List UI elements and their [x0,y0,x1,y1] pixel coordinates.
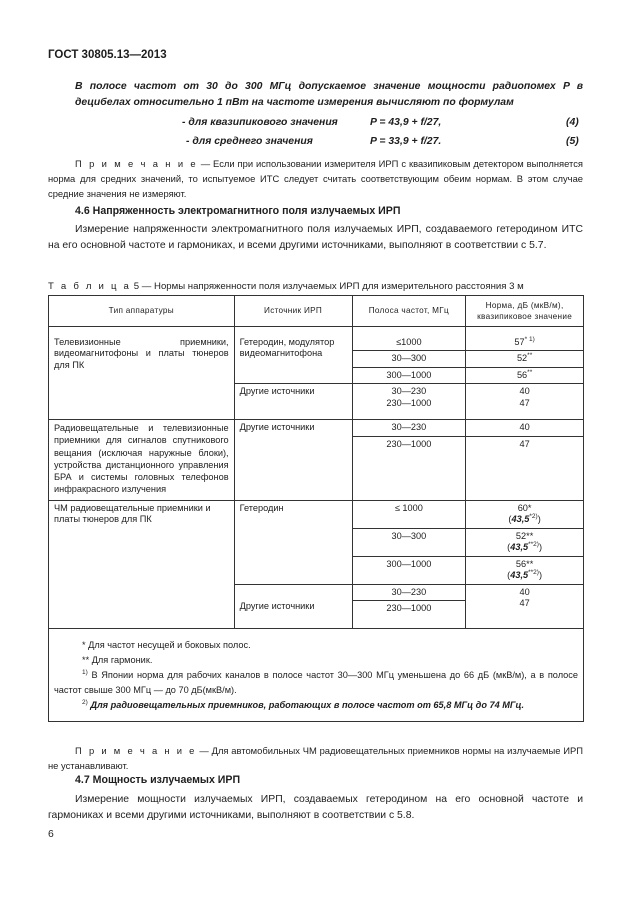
g3-r4-norm [466,584,584,629]
g3-r4-norm-2: 47 [519,598,530,608]
footnote-3 [54,668,578,698]
footnote-4 [54,698,578,713]
table-footnotes [49,629,584,722]
note-2-label: П р и м е ч а н и е [75,745,197,756]
document-header: ГОСТ 30805.13—2013 [48,49,167,61]
g1-r4-band [352,384,466,420]
g1-r1-norm [466,335,584,351]
g1-type: Телевизионные приемники, видеомагнитофоны и платы тюнеров для ПК [49,335,235,420]
g3-r1-norm: 60* (43,5$^{*2)}$) [466,500,584,528]
formula1-number: (4) [566,117,579,128]
section-4-7-text: Измерение мощности излучаемых ИРП, создаваемых гетеродином на его основной частоте и гармониках и всеми другими источниками, выполняют в соответствии с 5.8. [48,794,583,821]
section-4-6-title: 4.6 Напряженность электромагнитного поля излучаемых ИРП [75,205,401,217]
formula2-label: - для среднего значения [186,136,313,147]
g3-r4-band-2: 230—1000 [352,601,466,629]
footnote-4-mark: 2) [82,698,88,706]
section-4-6-text: Измерение напряженности электромагнитного поля излучаемых ИРП, создаваемого гетеродином ИТС на его основной частоте и гармониках, и всеми другими источниками, выполняют в соответствии с 5.7. [48,224,583,251]
g1-r3-norm-value: 56 [516,369,528,380]
table-row [49,500,584,528]
col-header-norm [466,296,584,327]
g3-r2-band: 30—300 [352,528,466,556]
col-header-type: Тип аппаратуры [49,296,235,327]
footnote-3-mark: 1) [82,668,88,676]
g3-r1-norm-value: 60* [517,502,532,513]
section-4-7-title: 4.7 Мощность излучаемых ИРП [75,774,241,786]
col-header-norm-line1: Норма, дБ (мкВ/м), [485,300,564,310]
footnote-2: ** Для гармоник. [82,655,153,665]
formula1-label: - для квазипикового значения [182,117,338,128]
g3-r3-norm: 56** (43,5$^{**2)}$) [466,556,584,584]
g2-r2-norm: 47 [466,436,584,500]
table-row [49,335,584,351]
g3-r4-band-1: 30—230 [352,584,466,601]
table-caption [48,281,524,292]
g1-r4-norm [466,384,584,420]
note-2-text: — Для автомобильных ЧМ радиовещательных приемников нормы на излучаемые ИРП не устанавливают. [48,745,583,771]
g1-source-2: Другие источники [234,384,352,420]
footnote-1: * Для частот несущей и боковых полос. [82,640,251,650]
g3-r3-norm-alt: 43,5 [510,570,529,580]
footnote-3-text: В Японии норма для рабочих каналов в полосе частот 30—300 МГц уменьшена до 66 дБ (мкВ/м), а в полосе частот свыше 300 МГц — до 70 дБ(мкВ/м). [54,670,578,695]
note-1-text: — Если при использовании измерителя ИРП с квазипиковым детектором выполняется норма для средних значений, то испытуемое ИТС следует считать соответствующим обеим нормам. В этом случае средние значения не измеряют. [48,158,583,199]
g1-r2-band: 30—300 [352,351,466,368]
intro-text: В полосе частот от 30 до 300 МГц допускаемое значение мощности радиопомех P в децибелах относительно 1 пВт на частоте измерения вычисляют по формулам [75,81,583,108]
g3-r2-norm-alt: 43,5 [510,542,529,552]
formula1-expr: P = 43,9 + f/27, [370,117,442,128]
g3-r2-norm-alt-sup: **2) [528,540,539,548]
col-header-source: Источник ИРП [234,296,352,327]
note-1 [48,156,583,201]
g1-source-1: Гетеродин, модулятор видеомагнитофона [234,335,352,384]
page-number: 6 [48,829,54,840]
g3-r3-norm-value: 56** [515,558,534,569]
g1-r3-band: 300—1000 [352,367,466,384]
g1-r4-band-1: 30—230 [391,386,427,396]
formula2-number: (5) [566,136,579,147]
g2-r1-band: 30—230 [352,420,466,437]
g2-r2-band: 230—1000 [352,436,466,500]
table-caption-label: Т а б л и ц а [48,281,132,292]
note-2 [48,743,583,773]
intro-paragraph [75,79,583,111]
spacer [49,327,235,335]
g1-r4-band-2: 230—1000 [386,397,432,408]
g3-type: ЧМ радиовещательные приемники и платы тюнеров для ПК [49,500,235,629]
g1-r1-norm-sup: * 1) [524,335,535,343]
g1-r1-norm-value: 57 [514,336,525,347]
g3-r2-norm-value: 52** [515,530,534,541]
g3-r2-norm: 52** (43,5$^{**2)}$) [466,528,584,556]
g3-source-1: Гетеродин [234,500,352,584]
g2-type: Радиовещательные и телевизионные приемники для сигналов спутникового вещания (исключая наружные блоки), устройства дистанционного управления БРА и системы головных телефонов инфракрасного излучения [49,420,235,501]
col-header-norm-line2: квазипиковое значение [477,312,573,321]
g1-r2-norm-value: 52 [516,353,528,363]
table-footnotes-row [49,629,584,722]
footnote-4-text: Для радиовещательных приемников, работающих в полосе частот от 65,8 МГц до 74 МГц. [87,700,525,710]
g1-r4-norm-1: 40 [519,386,530,396]
g1-r1-band: ≤1000 [352,335,466,351]
g3-source-2: Другие источники [234,584,352,629]
col-header-band: Полоса частот, МГц [352,296,466,327]
g1-r3-norm [466,367,584,384]
formula2-expr: P = 33,9 + f/27. [370,136,442,147]
table-caption-text: 5 — Нормы напряженности поля излучаемых ИРП для измерительного расстояния 3 м [133,281,524,292]
table-row [49,420,584,437]
g3-r3-band: 300—1000 [352,556,466,584]
norms-table [48,295,584,722]
g1-r2-norm [466,351,584,368]
g2-r1-norm: 40 [466,420,584,437]
g3-r1-norm-alt: 43,5 [511,514,530,524]
g3-r4-norm-1: 40 [519,586,530,597]
g1-r4-norm-2: 47 [519,397,530,408]
g1-r3-norm-sup: ** [527,368,533,376]
g3-r3-norm-alt-sup: **2) [528,568,539,576]
g2-source: Другие источники [234,420,352,501]
note-1-label: П р и м е ч а н и е [75,158,198,169]
g3-r1-band: ≤ 1000 [352,500,466,528]
g3-r1-norm-alt-sup: *2) [529,512,538,520]
table-header-row [49,296,584,327]
g1-r2-norm-sup: ** [527,351,533,359]
